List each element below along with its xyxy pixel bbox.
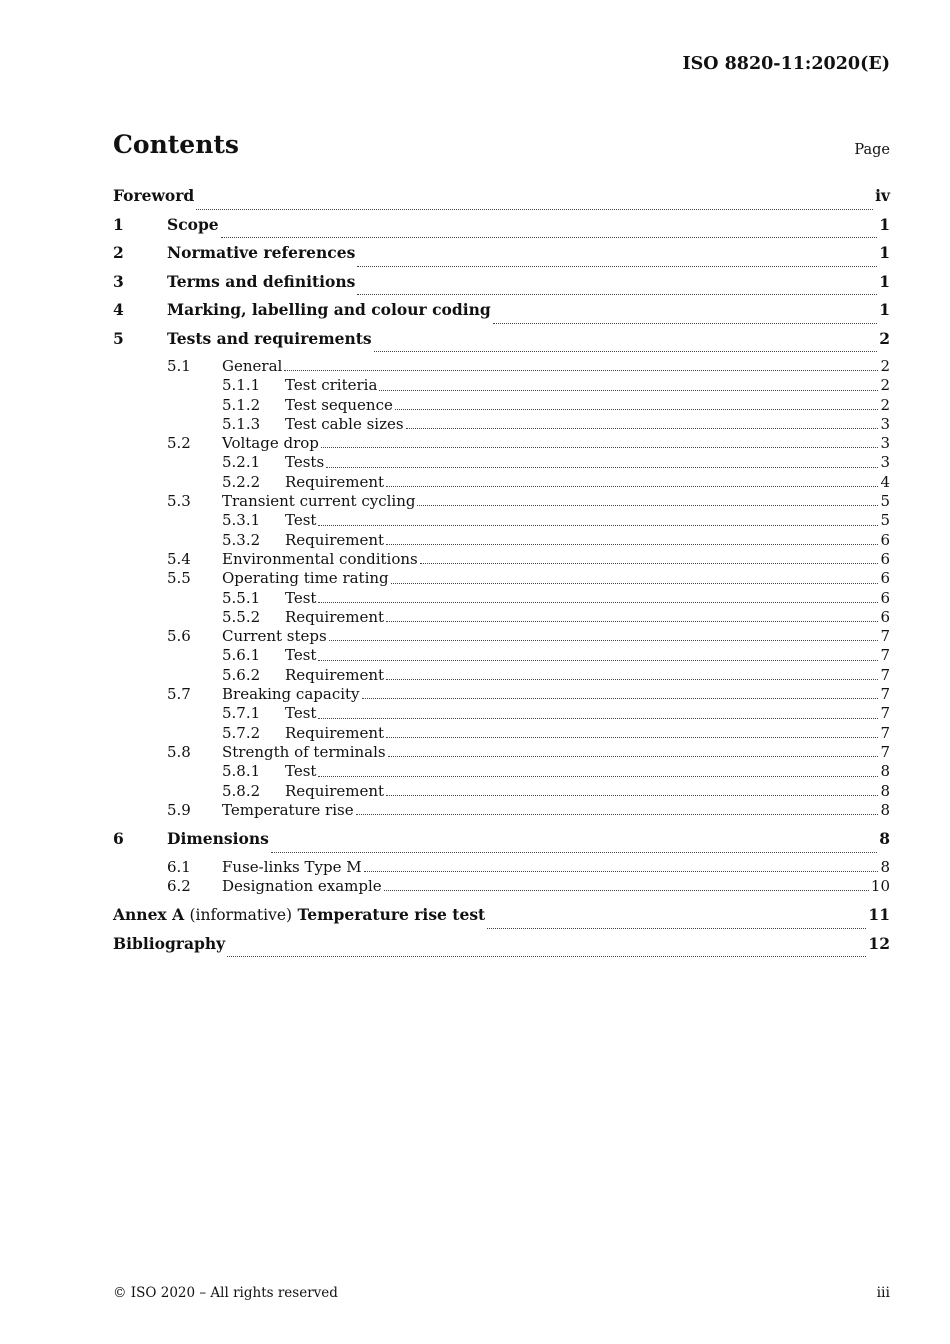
toc-entry-label: [113, 905, 485, 925]
toc-entry-label: Test cable sizes: [285, 414, 404, 433]
toc-subsection-number: 5.4: [167, 549, 191, 568]
dot-leader: [318, 525, 878, 526]
toc-page-number: 8: [880, 857, 890, 876]
toc-entry-section-3[interactable]: [113, 272, 890, 301]
toc-subsection-number: 5.7.1: [222, 704, 261, 723]
toc-entry-label: Test: [285, 588, 317, 607]
toc-entry-subsection-5-5-1[interactable]: [113, 589, 890, 608]
toc-page-number: 6: [880, 530, 890, 549]
toc-entry-subsection-5-2-1[interactable]: [113, 453, 890, 472]
toc-entry-subsection-5-8-2[interactable]: [113, 782, 890, 801]
toc-page-number: 12: [868, 933, 890, 953]
toc-entry-label: Requirement: [285, 472, 385, 491]
dot-leader: [386, 795, 878, 796]
toc-subsection-number: 5.8: [167, 742, 191, 761]
toc-subsection-number: 5.7: [167, 685, 191, 704]
toc-page-number: 3: [880, 434, 890, 453]
dot-leader: [395, 409, 879, 410]
toc-entry-label: Environmental conditions: [222, 549, 418, 568]
dot-leader: [420, 563, 879, 564]
toc-entry-subsection-6-2[interactable]: [113, 877, 890, 896]
toc-page-number: 2: [880, 357, 890, 375]
toc-page-number: 8: [879, 829, 890, 849]
toc-entry-label: Fuse-links Type M: [222, 857, 362, 876]
toc-subsection-number: 5.1: [167, 357, 191, 375]
toc-page-number: 2: [879, 328, 890, 348]
dot-leader: [388, 756, 879, 757]
toc-page-number: 1: [879, 271, 890, 291]
toc-entry-foreword[interactable]: [113, 186, 890, 215]
toc-page-number: 3: [880, 453, 890, 472]
toc-section-number: 2: [113, 243, 124, 262]
page-column-label: Page: [854, 142, 890, 158]
toc-entry-subsection-5-7[interactable]: [113, 685, 890, 704]
toc-entry-label: Bibliography: [113, 933, 226, 953]
toc-entry-section-6[interactable]: [113, 829, 890, 858]
dot-leader: [406, 428, 879, 429]
toc-entry-section-4[interactable]: [113, 300, 890, 329]
toc-entry-label: Transient current cycling: [222, 492, 416, 511]
dot-leader: [386, 679, 878, 680]
toc-section-number: 4: [113, 300, 124, 319]
toc-entry-subsection-5-5-2[interactable]: [113, 608, 890, 627]
toc-page-number: 1: [879, 300, 890, 319]
copyright-notice: © ISO 2020 – All rights reserved: [113, 1285, 338, 1301]
toc-entry-label: Tests and requirements: [167, 328, 372, 348]
toc-entry-label: Voltage drop: [222, 434, 319, 453]
toc-subsection-number: 5.5: [167, 569, 191, 588]
toc-entry-label: Requirement: [285, 530, 385, 549]
toc-entry-label: Foreword: [113, 186, 195, 205]
toc-entry-label: Dimensions: [167, 829, 269, 849]
toc-subsection-number: 5.3.1: [222, 511, 261, 530]
toc-entry-subsection-5-2-2[interactable]: [113, 473, 890, 492]
dot-leader: [318, 776, 878, 777]
toc-entry-subsection-5-4[interactable]: [113, 550, 890, 569]
toc-section-number: 1: [113, 214, 124, 234]
dot-leader: [196, 209, 873, 210]
dot-leader: [318, 718, 878, 719]
toc-entry-subsection-5-1-3[interactable]: [113, 415, 890, 434]
dot-leader: [386, 737, 878, 738]
toc-subsection-number: 5.3: [167, 492, 191, 511]
dot-leader: [374, 351, 878, 352]
toc-page-number: 6: [880, 588, 890, 607]
toc-entry-label: General: [222, 357, 283, 375]
toc-entry-subsection-5-3-2[interactable]: [113, 531, 890, 550]
toc-entry-label: Test sequence: [285, 395, 393, 414]
dot-leader: [487, 928, 866, 929]
toc-entry-annex-a[interactable]: [113, 905, 890, 934]
toc-entry-subsection-5-2[interactable]: [113, 434, 890, 453]
dot-leader: [379, 390, 878, 391]
dot-leader: [384, 890, 869, 891]
toc-entry-subsection-5-9[interactable]: [113, 801, 890, 820]
toc-page-number: 1: [879, 243, 890, 262]
toc-entry-subsection-5-7-2[interactable]: [113, 724, 890, 743]
toc-subsection-number: 5.1.2: [222, 395, 261, 414]
annex-prefix: Annex A: [113, 905, 185, 925]
toc-page-number: 7: [880, 742, 890, 761]
toc-entry-subsection-6-1[interactable]: [113, 858, 890, 877]
dot-leader: [386, 486, 878, 487]
toc-entry-label: Requirement: [285, 781, 385, 800]
dot-leader: [493, 323, 878, 324]
toc-section-number: 5: [113, 328, 124, 348]
toc-entry-subsection-5-1[interactable]: [113, 357, 890, 376]
toc-entry-label: Test: [285, 762, 317, 781]
toc-entry-subsection-5-7-1[interactable]: [113, 704, 890, 723]
toc-page-number: 7: [880, 704, 890, 723]
toc-entry-label: Test criteria: [285, 376, 378, 395]
dot-leader: [326, 467, 878, 468]
toc-page-number: 3: [880, 414, 890, 433]
dot-leader: [329, 640, 879, 641]
toc-page-number: 8: [880, 781, 890, 800]
toc-section-number: 3: [113, 271, 124, 291]
toc-entry-subsection-5-8-1[interactable]: [113, 762, 890, 781]
annex-qualifier: (informative): [189, 906, 293, 925]
table-of-contents: [113, 186, 890, 962]
toc-subsection-number: 5.1.3: [222, 414, 261, 433]
toc-page-number: 7: [880, 665, 890, 684]
toc-page-number: 10: [870, 876, 890, 895]
toc-entry-label: Requirement: [285, 723, 385, 742]
toc-page-number: 8: [880, 762, 890, 781]
toc-page-number: 6: [880, 607, 890, 626]
toc-page-number: 5: [880, 511, 890, 530]
dot-leader: [357, 266, 877, 267]
toc-entry-label: Normative references: [167, 243, 356, 262]
page-title: Contents: [113, 130, 240, 159]
footer-page-number: iii: [876, 1285, 890, 1301]
toc-entry-label: Temperature rise: [222, 800, 354, 819]
dot-leader: [318, 660, 878, 661]
toc-entry-subsection-5-1-1[interactable]: [113, 376, 890, 395]
dot-leader: [417, 505, 878, 506]
toc-page-number: 2: [880, 376, 890, 395]
toc-entry-subsection-5-3-1[interactable]: [113, 511, 890, 530]
toc-page-number: 4: [880, 472, 890, 491]
dot-leader: [271, 852, 877, 853]
toc-subsection-number: 5.2.1: [222, 453, 261, 472]
dot-leader: [356, 814, 879, 815]
dot-leader: [221, 237, 878, 238]
toc-subsection-number: 6.2: [167, 876, 191, 895]
document-id: ISO 8820-11:2020(E): [682, 54, 890, 74]
toc-page-number: 5: [880, 492, 890, 511]
toc-subsection-number: 5.3.2: [222, 530, 261, 549]
dot-leader: [284, 370, 878, 371]
toc-subsection-number: 5.2: [167, 434, 191, 453]
toc-subsection-number: 5.5.1: [222, 588, 261, 607]
toc-subsection-number: 5.6.2: [222, 665, 261, 684]
toc-entry-label: Strength of terminals: [222, 742, 386, 761]
toc-entry-label: Test: [285, 704, 317, 723]
toc-page-number: 2: [880, 395, 890, 414]
dot-leader: [362, 698, 879, 699]
toc-section-number: 6: [113, 829, 124, 849]
section-spacer: [113, 820, 890, 829]
toc-entry-subsection-5-6-2[interactable]: [113, 666, 890, 685]
section-spacer: [113, 896, 890, 905]
toc-page-number: 7: [880, 723, 890, 742]
toc-entry-label: Tests: [285, 453, 325, 472]
toc-subsection-number: 5.6.1: [222, 646, 261, 665]
toc-page-number: 7: [880, 627, 890, 646]
toc-entry-label: Designation example: [222, 876, 382, 895]
toc-entry-label: Operating time rating: [222, 569, 389, 588]
toc-entry-subsection-5-6[interactable]: [113, 627, 890, 646]
toc-entry-label: Test: [285, 646, 317, 665]
toc-entry-label: Marking, labelling and colour coding: [167, 300, 491, 319]
toc-entry-label: Scope: [167, 214, 219, 234]
toc-entry-subsection-5-3[interactable]: [113, 492, 890, 511]
dot-leader: [391, 583, 879, 584]
toc-page-number: 11: [868, 905, 890, 925]
toc-entry-section-1[interactable]: [113, 215, 890, 244]
dot-leader: [357, 294, 877, 295]
toc-page-number: 7: [880, 685, 890, 704]
toc-entry-subsection-5-6-1[interactable]: [113, 646, 890, 665]
toc-subsection-number: 5.1.1: [222, 376, 261, 395]
toc-entry-label: Current steps: [222, 627, 327, 646]
toc-entry-label: Requirement: [285, 665, 385, 684]
dot-leader: [318, 602, 878, 603]
toc-page-number: 1: [879, 214, 890, 234]
dot-leader: [386, 544, 878, 545]
toc-entry-subsection-5-1-2[interactable]: [113, 396, 890, 415]
toc-subsection-number: 5.5.2: [222, 607, 261, 626]
toc-subsection-number: 5.2.2: [222, 472, 261, 491]
dot-leader: [227, 956, 866, 957]
toc-entry-bibliography[interactable]: [113, 934, 890, 963]
toc-page-number: 7: [880, 646, 890, 665]
toc-entry-subsection-5-5[interactable]: [113, 569, 890, 588]
toc-entry-label: Requirement: [285, 607, 385, 626]
toc-page-number: 8: [880, 800, 890, 819]
toc-entry-subsection-5-8[interactable]: [113, 743, 890, 762]
toc-page-number: 6: [880, 569, 890, 588]
toc-page-number: 6: [880, 549, 890, 568]
dot-leader: [386, 621, 878, 622]
toc-subsection-number: 6.1: [167, 857, 191, 876]
toc-subsection-number: 5.9: [167, 800, 191, 819]
toc-subsection-number: 5.7.2: [222, 723, 261, 742]
toc-entry-label: Terms and definitions: [167, 271, 356, 291]
annex-title: Temperature rise test: [297, 905, 486, 925]
toc-entry-label: Test: [285, 511, 317, 530]
toc-page-number: iv: [875, 186, 890, 205]
toc-entry-label: Breaking capacity: [222, 685, 360, 704]
toc-subsection-number: 5.8.1: [222, 762, 261, 781]
toc-entry-section-5[interactable]: [113, 329, 890, 358]
toc-subsection-number: 5.8.2: [222, 781, 261, 800]
dot-leader: [364, 871, 879, 872]
toc-subsection-number: 5.6: [167, 627, 191, 646]
dot-leader: [321, 447, 879, 448]
toc-entry-section-2[interactable]: [113, 243, 890, 272]
